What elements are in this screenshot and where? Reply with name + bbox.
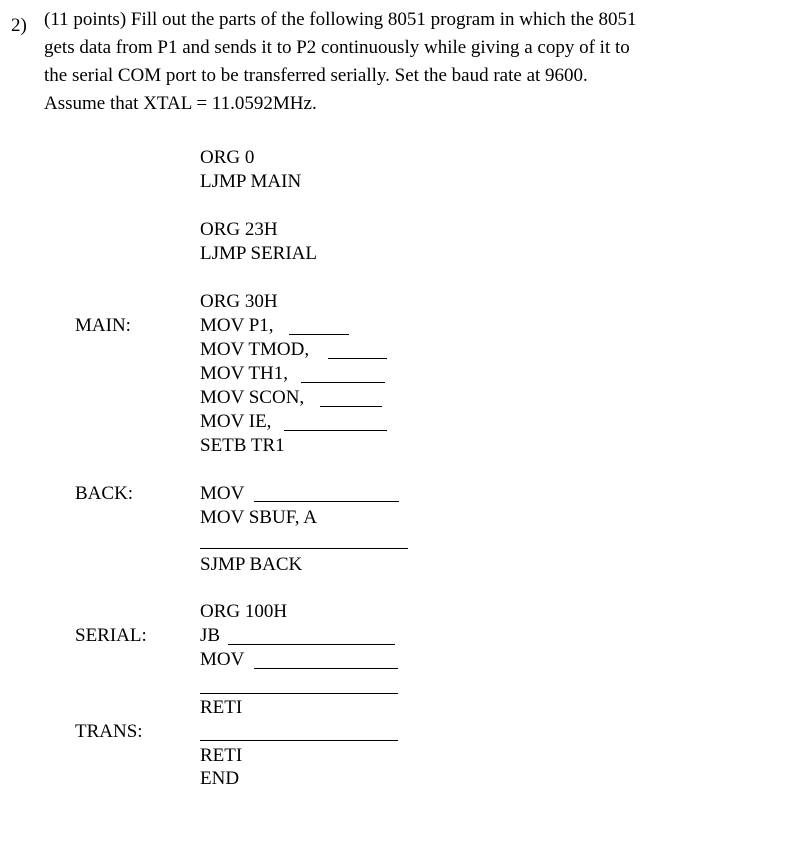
blank-mov-back[interactable] — [254, 501, 399, 502]
blank-mov-th1[interactable] — [301, 382, 385, 383]
label-trans: TRANS: — [75, 721, 143, 742]
code-reti-2: RETI — [200, 745, 243, 766]
label-back: BACK: — [75, 483, 134, 504]
code-reti-1: RETI — [200, 697, 243, 718]
blank-mov-tmod[interactable] — [328, 358, 387, 359]
code-setb-tr1: SETB TR1 — [200, 435, 285, 456]
blank-mov-p1[interactable] — [289, 334, 349, 335]
code-ljmp-main: LJMP MAIN — [200, 171, 302, 192]
question-line-2: gets data from P1 and sends it to P2 continuously while giving a copy of it to — [44, 37, 630, 58]
code-mov-tmod: MOV TMOD, — [200, 339, 310, 360]
code-org-30h: ORG 30H — [200, 291, 278, 312]
code-org-0: ORG 0 — [200, 147, 255, 168]
blank-serial-line[interactable] — [200, 693, 398, 694]
code-mov-sbuf: MOV SBUF, A — [200, 507, 317, 528]
question-line-1: (11 points) Fill out the parts of the following 8051 program in which the 8051 — [44, 9, 637, 30]
blank-jb[interactable] — [228, 644, 395, 645]
blank-mov-scon[interactable] — [320, 406, 382, 407]
question-line-3: the serial COM port to be transferred serially. Set the baud rate at 9600. — [44, 65, 588, 86]
label-main: MAIN: — [75, 315, 131, 336]
blank-back-line[interactable] — [200, 548, 408, 549]
code-mov-back: MOV — [200, 483, 245, 504]
code-sjmp-back: SJMP BACK — [200, 554, 303, 575]
code-end: END — [200, 768, 240, 789]
blank-trans-line[interactable] — [200, 740, 398, 741]
code-mov-ie: MOV IE, — [200, 411, 272, 432]
label-serial: SERIAL: — [75, 625, 147, 646]
code-mov-scon: MOV SCON, — [200, 387, 305, 408]
code-mov-serial: MOV — [200, 649, 245, 670]
blank-mov-serial[interactable] — [254, 668, 398, 669]
code-ljmp-serial: LJMP SERIAL — [200, 243, 318, 264]
code-org-23h: ORG 23H — [200, 219, 278, 240]
question-number: 2) — [11, 15, 27, 36]
code-mov-p1: MOV P1, — [200, 315, 274, 336]
code-mov-th1: MOV TH1, — [200, 363, 288, 384]
code-jb: JB — [200, 625, 221, 646]
code-org-100h: ORG 100H — [200, 601, 288, 622]
question-line-4: Assume that XTAL = 11.0592MHz. — [44, 93, 317, 114]
blank-mov-ie[interactable] — [284, 430, 387, 431]
